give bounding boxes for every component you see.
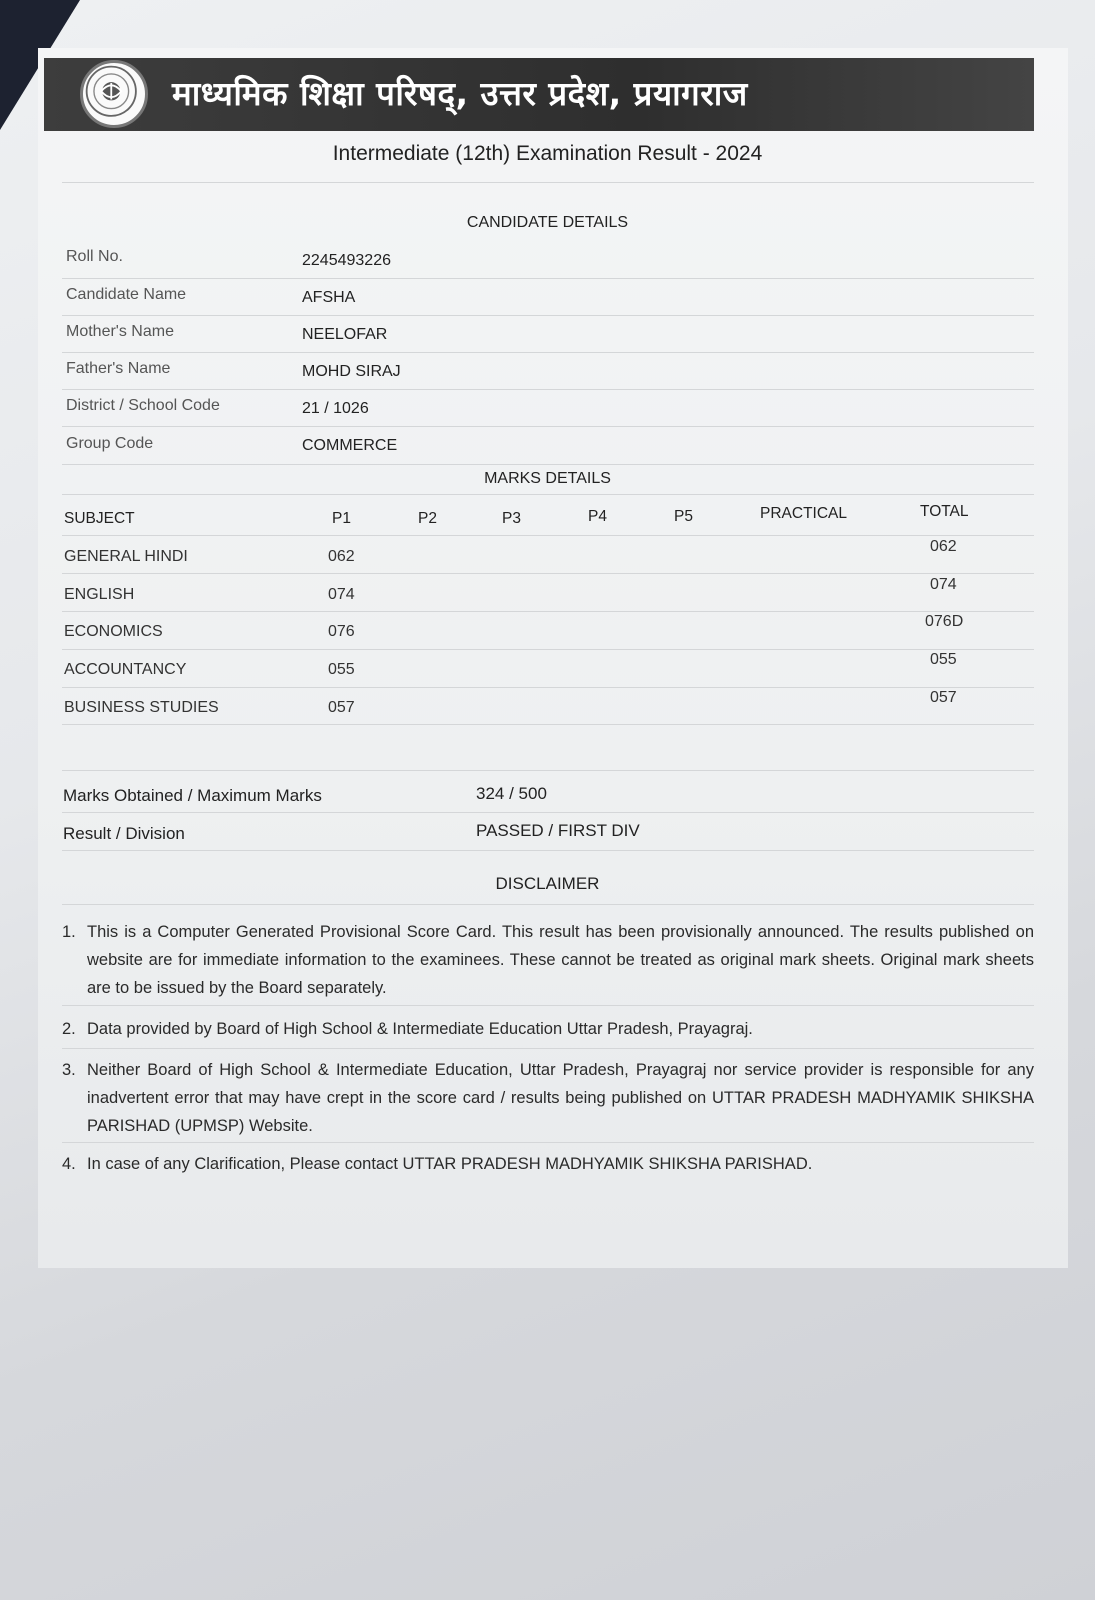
p1-cell: 055 (328, 661, 355, 678)
divider (62, 649, 1034, 650)
total-cell: 062 (930, 538, 957, 555)
divider (62, 464, 1034, 465)
list-item-number: 1. (62, 923, 76, 941)
marks-obtained-value: 324 / 500 (476, 784, 547, 803)
divider (62, 904, 1034, 905)
up-emblem-icon (80, 60, 148, 128)
divider (62, 278, 1034, 279)
column-header-subject: SUBJECT (64, 510, 135, 527)
divider (62, 724, 1034, 725)
board-name: माध्यमिक शिक्षा परिषद्, उत्तर प्रदेश, प्रयागराज (172, 74, 748, 113)
column-header-p1: P1 (332, 510, 351, 527)
divider (62, 1142, 1034, 1143)
list-item-text: Neither Board of High School & Intermediate Education, Uttar Pradesh, Prayagraj nor service provider is responsible for any inadvertent error that may have crept in the score card / results being published on UTTAR PRADESH MADHYAMIK SHIKSHA PARISHAD (UPMSP) Website. (87, 1061, 1034, 1135)
candidate-name-value: AFSHA (302, 289, 356, 306)
divider (62, 812, 1034, 813)
mothers-name-label: Mother's Name (66, 323, 174, 340)
column-header-total: TOTAL (920, 503, 969, 520)
subject-cell: ECONOMICS (64, 623, 163, 640)
divider (62, 389, 1034, 390)
disclaimer-heading: DISCLAIMER (495, 874, 600, 893)
divider (62, 1005, 1034, 1006)
total-cell: 055 (930, 651, 957, 668)
divider (62, 1048, 1034, 1049)
divider (62, 611, 1034, 612)
divider (62, 315, 1034, 316)
list-item-text: Data provided by Board of High School & Intermediate Education Uttar Pradesh, Prayagraj. (87, 1020, 753, 1038)
list-item (62, 918, 1034, 1002)
list-item (62, 1150, 1034, 1178)
district-school-code-label: District / School Code (66, 397, 220, 414)
mothers-name-value: NEELOFAR (302, 326, 388, 343)
p1-cell: 076 (328, 623, 355, 640)
fathers-name-value: MOHD SIRAJ (302, 363, 401, 380)
divider (62, 687, 1034, 688)
divider (62, 352, 1034, 353)
roll-no-value: 2245493226 (302, 252, 391, 269)
column-header-p3: P3 (502, 510, 521, 527)
list-item-text: In case of any Clarification, Please contact UTTAR PRADESH MADHYAMIK SHIKSHA PARISHAD. (87, 1155, 813, 1173)
divider (62, 182, 1034, 183)
subject-cell: GENERAL HINDI (64, 548, 188, 565)
marks-details-heading: MARKS DETAILS (484, 470, 611, 487)
divider (62, 850, 1034, 851)
p1-cell: 062 (328, 548, 355, 565)
divider (62, 770, 1034, 771)
roll-no-label: Roll No. (66, 248, 123, 265)
group-code-value: COMMERCE (302, 437, 398, 454)
column-header-p4: P4 (588, 508, 607, 525)
divider (62, 573, 1034, 574)
candidate-details-heading: CANDIDATE DETAILS (466, 214, 629, 231)
list-item-text: This is a Computer Generated Provisional Score Card. This result has been provisionally announced. The results published on website are for immediate information to the examinees. These cannot be treated as original mark sheets. Original mark sheets are to be issued by the Board separately. (87, 923, 1034, 997)
column-header-p5: P5 (674, 508, 693, 525)
list-item (62, 1056, 1034, 1140)
column-header-practical: PRACTICAL (760, 505, 847, 522)
list-item-number: 4. (62, 1155, 76, 1173)
p1-cell: 074 (328, 586, 355, 603)
result-division-value: PASSED / FIRST DIV (476, 821, 640, 840)
district-school-code-value: 21 / 1026 (302, 400, 369, 417)
total-cell: 074 (930, 576, 957, 593)
candidate-name-label: Candidate Name (66, 286, 187, 303)
column-header-p2: P2 (418, 510, 437, 527)
divider (62, 494, 1034, 495)
list-item (62, 1015, 1034, 1043)
exam-title: Intermediate (12th) Examination Result - 2024 (332, 142, 763, 165)
total-cell: 057 (930, 689, 957, 706)
list-item-number: 3. (62, 1061, 76, 1079)
p1-cell: 057 (328, 699, 355, 716)
divider (62, 535, 1034, 536)
total-cell: 076D (925, 613, 964, 630)
subject-cell: BUSINESS STUDIES (64, 699, 219, 716)
result-division-label: Result / Division (63, 824, 185, 843)
group-code-label: Group Code (66, 435, 154, 452)
board-header (44, 58, 1034, 131)
subject-cell: ACCOUNTANCY (64, 661, 187, 678)
divider (62, 426, 1034, 427)
list-item-number: 2. (62, 1020, 76, 1038)
subject-cell: ENGLISH (64, 586, 135, 603)
marks-obtained-label: Marks Obtained / Maximum Marks (63, 786, 322, 805)
fathers-name-label: Father's Name (66, 360, 171, 377)
